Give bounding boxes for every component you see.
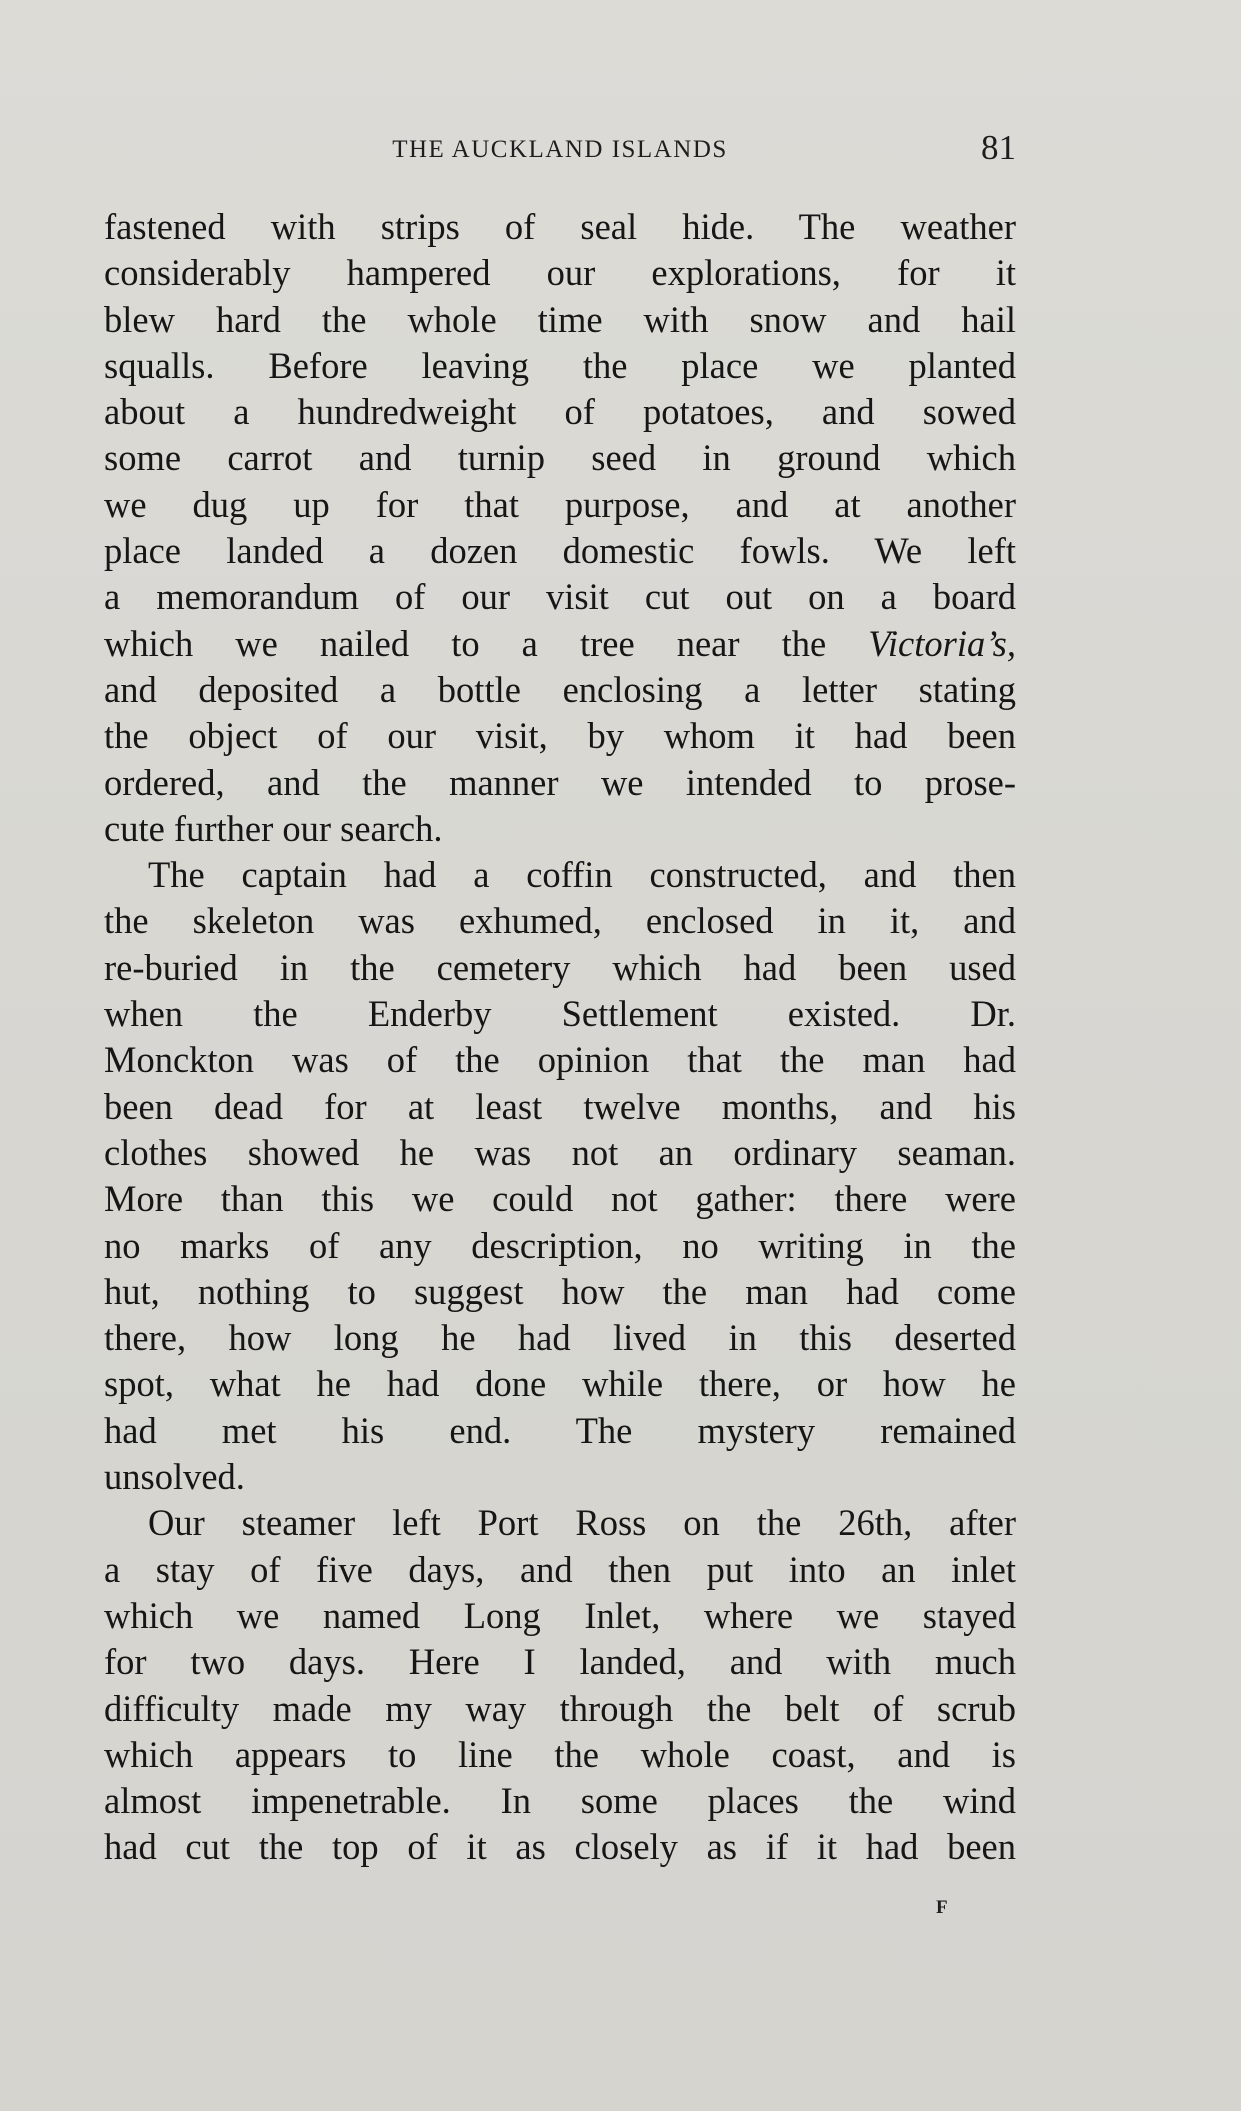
paragraph-3: [104, 1500, 1016, 1870]
text-line: when the Enderby Settlement existed. Dr.: [104, 993, 1016, 1035]
paragraph-1: [104, 204, 1016, 852]
text-line: difficulty made my way through the belt of scrub: [104, 1687, 1016, 1729]
text-line: cute further our search.: [104, 807, 443, 849]
text-line: some carrot and turnip seed in ground which: [104, 437, 1016, 479]
text-segment: which we nailed to a tree near the: [104, 622, 869, 664]
text-line: Our steamer left Port Ross on the 26th, after: [148, 1502, 1016, 1544]
text-line: for two days. Here I landed, and with much: [104, 1641, 1016, 1683]
text-line: More than this we could not gather: there were: [104, 1178, 1016, 1220]
text-line: the object of our visit, by whom it had been: [104, 715, 1016, 757]
text-line: hut, nothing to suggest how the man had come: [104, 1270, 1016, 1312]
running-title: THE AUCKLAND ISLANDS: [392, 136, 728, 163]
text-line: had cut the top of it as closely as if it had been: [104, 1826, 1016, 1868]
text-line: a memorandum of our visit cut out on a board: [104, 576, 1016, 618]
text-line: the skeleton was exhumed, enclosed in it, and: [104, 900, 1016, 942]
text-line: which appears to line the whole coast, and is: [104, 1733, 1016, 1775]
text-line: about a hundredweight of potatoes, and sowed: [104, 391, 1016, 433]
text-line: been dead for at least twelve months, and his: [104, 1085, 1016, 1127]
ship-name-italic: Victoria’s,: [868, 622, 1016, 664]
text-line: place landed a dozen domestic fowls. We left: [104, 530, 1016, 572]
body-text: [104, 204, 1016, 1871]
page-number: 81: [981, 128, 1016, 167]
text-line: we dug up for that purpose, and at another: [104, 483, 1016, 525]
text-line: there, how long he had lived in this deserted: [104, 1317, 1016, 1359]
text-line: which we named Long Inlet, where we stayed: [104, 1594, 1016, 1636]
text-line: re-buried in the cemetery which had been used: [104, 946, 1016, 988]
paragraph-2: [104, 852, 1016, 1500]
text-line: blew hard the whole time with snow and hail: [104, 298, 1016, 340]
text-line: almost impenetrable. In some places the wind: [104, 1780, 1016, 1822]
text-line: The captain had a coffin constructed, and then: [148, 854, 1016, 896]
running-head: [104, 128, 1016, 172]
text-line: unsolved.: [104, 1456, 245, 1498]
signature-mark: F: [936, 1897, 948, 1918]
text-line: squalls. Before leaving the place we planted: [104, 344, 1016, 386]
text-line: clothes showed he was not an ordinary seaman.: [104, 1131, 1016, 1173]
text-line: and deposited a bottle enclosing a letter stating: [104, 668, 1016, 710]
text-line: no marks of any description, no writing in the: [104, 1224, 1016, 1266]
text-line: Monckton was of the opinion that the man had: [104, 1039, 1016, 1081]
text-line: ordered, and the manner we intended to prose-: [104, 761, 1016, 803]
text-line: a stay of five days, and then put into an inlet: [104, 1548, 1016, 1590]
text-line: spot, what he had done while there, or how he: [104, 1363, 1016, 1405]
text-line: had met his end. The mystery remained: [104, 1409, 1016, 1451]
text-line: fastened with strips of seal hide. The weather: [104, 206, 1016, 247]
text-line-with-italic: [104, 621, 1016, 667]
text-line: considerably hampered our explorations, for it: [104, 252, 1016, 294]
